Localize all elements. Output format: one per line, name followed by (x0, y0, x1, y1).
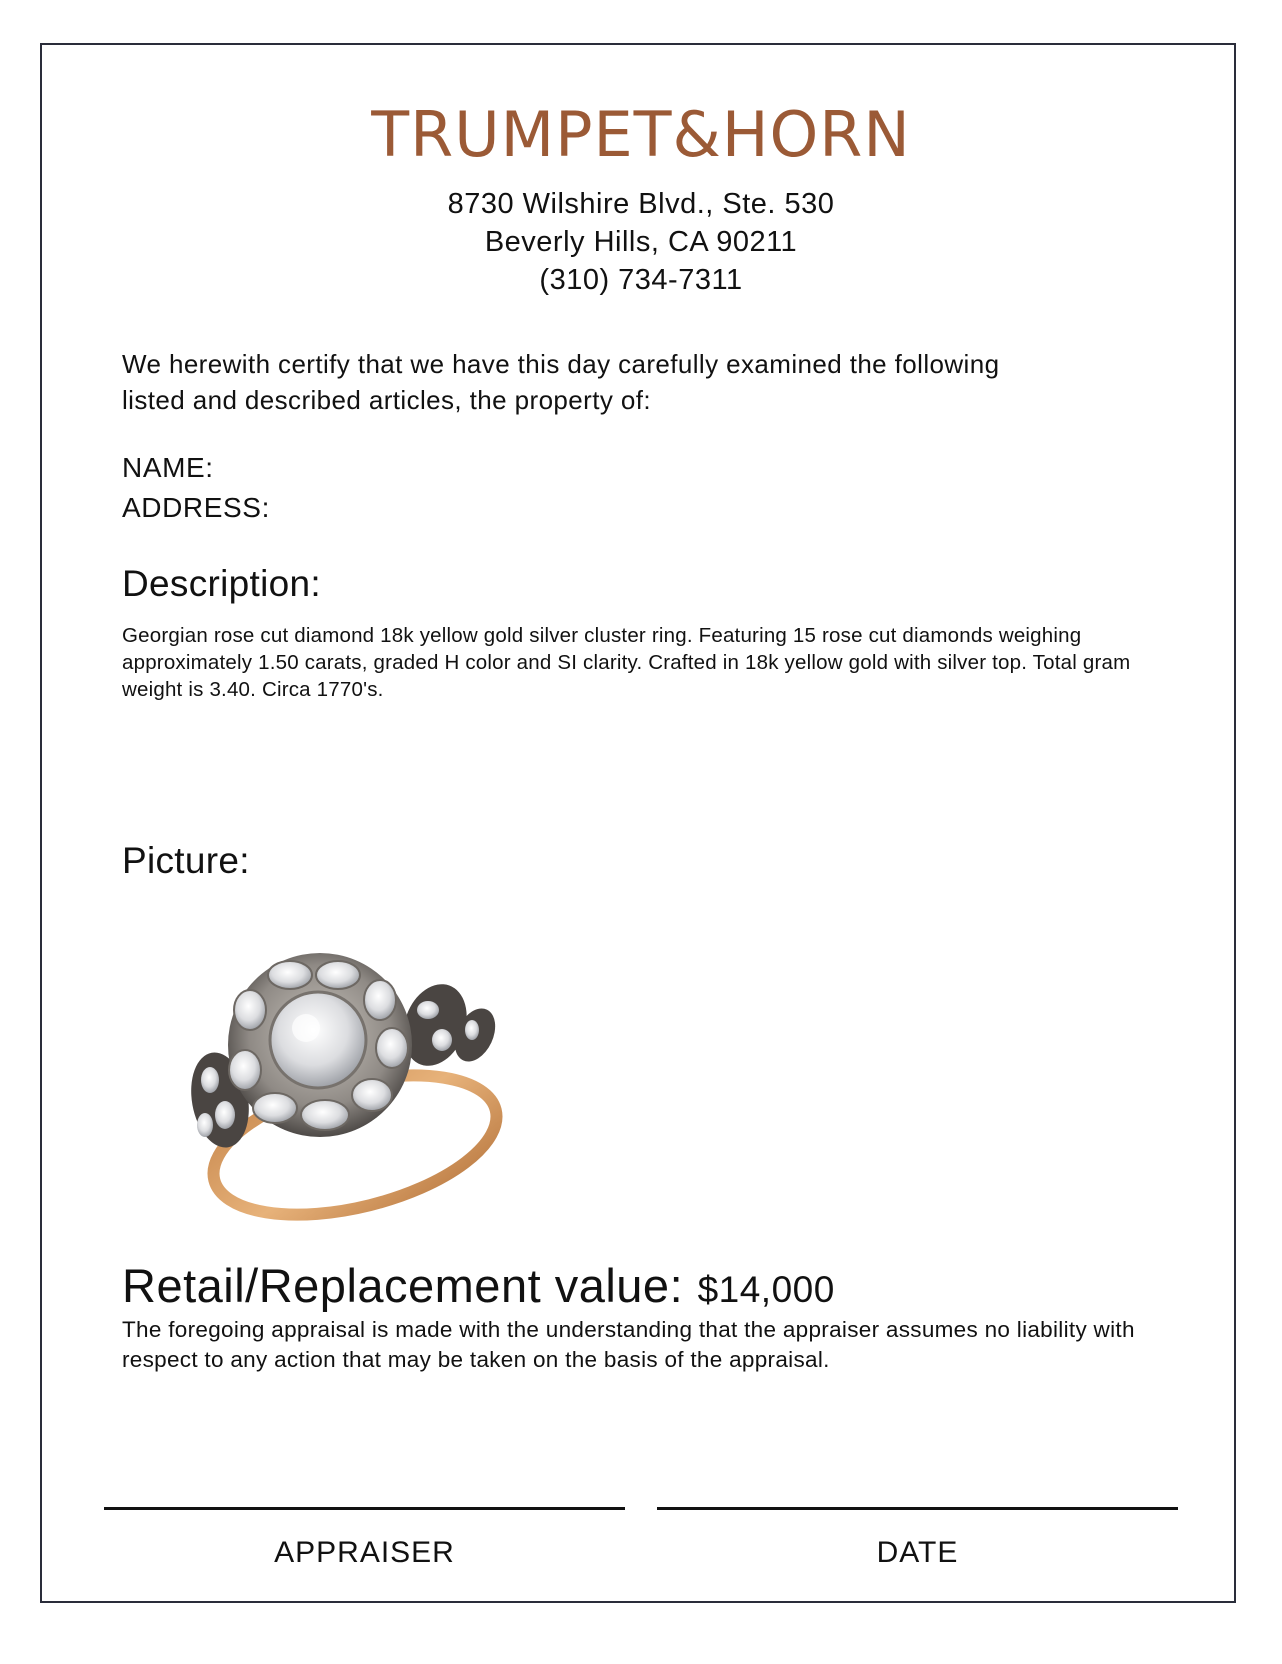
certification-statement (122, 346, 1182, 418)
picture-heading: Picture: (122, 840, 250, 881)
date-signature-line (657, 1507, 1178, 1510)
appraiser-signature-line (104, 1507, 625, 1510)
phone-number: (310) 734-7311 (539, 264, 743, 296)
date-label: DATE (876, 1536, 959, 1569)
name-label: NAME: (122, 452, 214, 483)
ring-photo (180, 950, 520, 1230)
certification-line-2: listed and described articles, the property of: (122, 385, 651, 415)
company-logo: TRUMPET&HORN (371, 98, 911, 171)
description-heading: Description: (122, 563, 321, 604)
address-label: ADDRESS: (122, 492, 270, 523)
description-text: Georgian rose cut diamond 18k yellow gold silver cluster ring. Featuring 15 rose cut diamonds weighing approximately 1.50 carats, graded H color and SI clarity. Crafted in 18k yellow gold with silver top. Total gram weight is 3.40. Circa 1770's. (122, 624, 1131, 701)
valuation-row (122, 1258, 835, 1313)
certification-line-1: We herewith certify that we have this day carefully examined the following (122, 349, 1000, 379)
disclaimer-text: The foregoing appraisal is made with the understanding that the appraiser assumes no liability with respect to any action that may be taken on the basis of the appraisal. (122, 1317, 1135, 1372)
appraiser-label: APPRAISER (274, 1536, 455, 1569)
address-line-1: 8730 Wilshire Blvd., Ste. 530 (447, 188, 835, 220)
valuation-amount: $14,000 (697, 1269, 835, 1310)
address-line-2: Beverly Hills, CA 90211 (484, 226, 798, 258)
valuation-label: Retail/Replacement value: (122, 1259, 684, 1312)
